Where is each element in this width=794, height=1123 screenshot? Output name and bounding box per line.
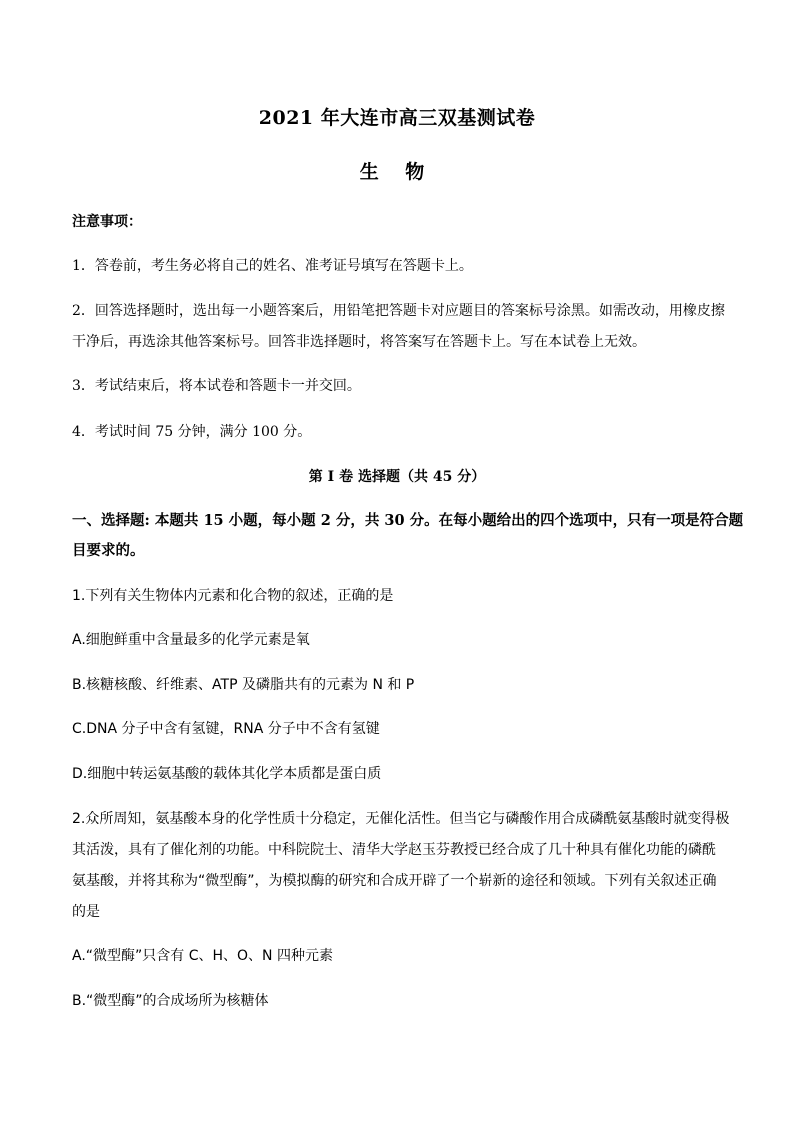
q2-stem-line-1: 2.众所周知，氨基酸本身的化学性质十分稳定，无催化活性。但当它与磷酸作用合成磷酰氨基酸时就变得极 xyxy=(72,811,730,827)
q1-option-d: D.细胞中转运氨基酸的载体其化学本质都是蛋白质 xyxy=(72,766,382,782)
q1-stem: 1.下列有关生物体内元素和化合物的叙述，正确的是 xyxy=(72,588,394,604)
section-instruction: 一、选择题: 本题共 15 小题，每小题 2 分，共 30 分。在每小题给出的四个选项中，只有一项是符合题 xyxy=(72,512,744,529)
q2-stem-line-2: 其活泼，具有了催化剂的功能。中科院院士、清华大学赵玉芬教授已经合成了几十种具有催化功能的磷酰 xyxy=(72,842,716,858)
notice-item-4: 4．考试时间 75 分钟，满分 100 分。 xyxy=(72,424,312,440)
notice-item-2: 2．回答选择题时，选出每一小题答案后，用铅笔把答题卡对应题目的答案标号涂黑。如需改动，用橡皮擦 xyxy=(72,303,725,319)
q2-stem-line-3: 氨基酸，并将其称为“微型酶”，为模拟酶的研究和合成开辟了一个崭新的途径和领域。下列有关叙述正确 xyxy=(72,873,717,889)
q2-option-b: B.“微型酶”的合成场所为核糖体 xyxy=(72,993,269,1009)
part1-title: 第 Ⅰ 卷 选择题（共 45 分） xyxy=(308,469,486,485)
notice-item-1: 1．答卷前，考生务必将自己的姓名、准考证号填写在答题卡上。 xyxy=(72,258,473,274)
q1-option-c: C.DNA 分子中含有氢键，RNA 分子中不含有氢键 xyxy=(72,721,380,737)
exam-title: 2021 年大连市高三双基测试卷 xyxy=(258,107,536,129)
q1-option-a: A.细胞鲜重中含量最多的化学元素是氧 xyxy=(72,632,310,648)
notice-item-3: 3．考试结束后，将本试卷和答题卡一并交回。 xyxy=(72,378,361,394)
subject-title: 生 物 xyxy=(359,161,435,183)
section-instruction-cont: 目要求的。 xyxy=(72,542,145,559)
q2-stem-line-4: 的是 xyxy=(72,904,100,920)
notice-heading: 注意事项： xyxy=(72,214,142,230)
q2-option-a: A.“微型酶”只含有 C、H、O、N 四种元素 xyxy=(72,948,333,964)
notice-item-2-cont: 干净后，再选涂其他答案标号。回答非选择题时，将答案写在答题卡上。写在本试卷上无效。 xyxy=(72,334,646,350)
q1-option-b: B.核糖核酸、纤维素、ATP 及磷脂共有的元素为 N 和 P xyxy=(72,677,415,693)
